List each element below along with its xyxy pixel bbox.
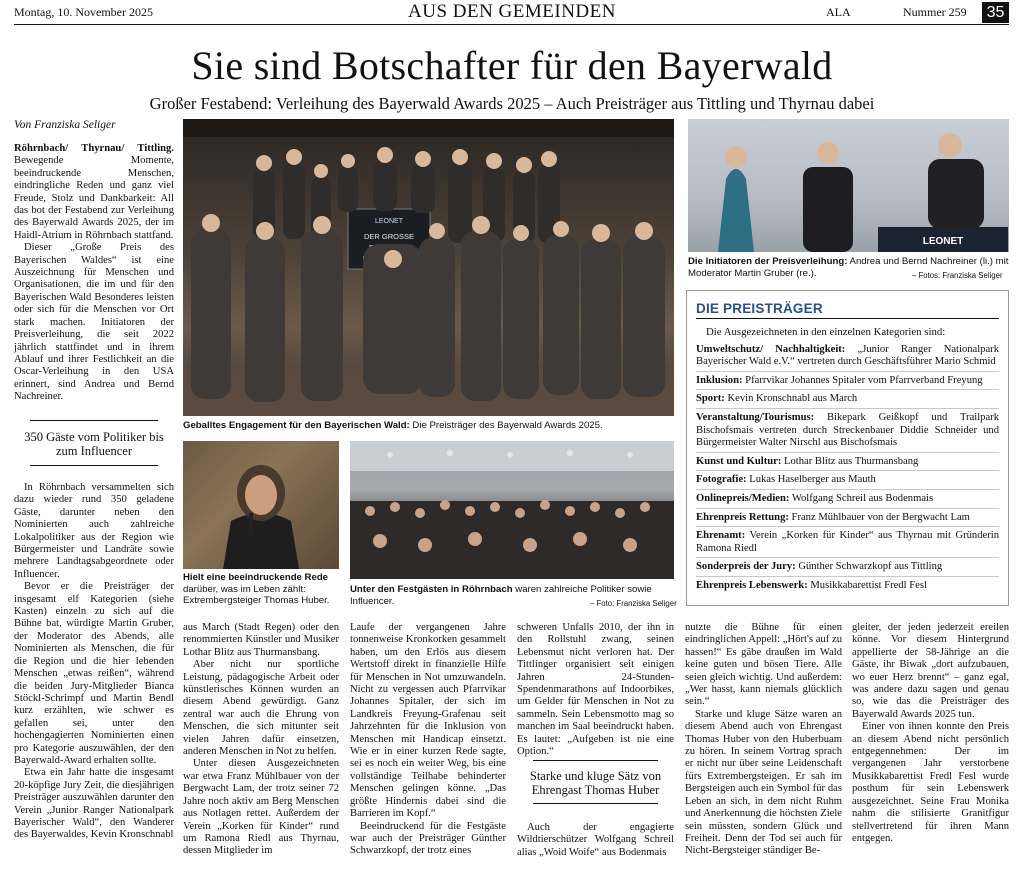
column-subhead: Starke und kluge Sätz von Ehrengast Thomas Huber — [517, 760, 674, 804]
header-rule — [14, 24, 1009, 25]
group-photo-caption: Geballtes Engagement für den Bayerischen Wald: Die Preisträger des Bayerwald Awards 2025. — [183, 420, 603, 431]
winner-item — [696, 490, 999, 509]
photo-credit: – Foto: Franziska Seliger — [590, 599, 677, 608]
text-column-2 — [183, 622, 339, 858]
paragraph: Aber nicht nur sportliche Leistung, pädagogische Arbeit oder künstlerisches Können wurden an diesem Abend gewürdigt. Ganz zentral war auch die Ehrung von Menschen, die sich mitunter seit vielen Jahren dafür einsetzen, anderen Menschen in Not zu helfen. — [183, 659, 339, 758]
award-category: Inklusion: — [696, 374, 743, 386]
paragraph: Unter diesen Ausgezeichneten war etwa Franz Mühlbauer von der Bergwacht Lam, der trotz seiner 72 Jahre noch aktiv am Berg Menschen aus Notlagen rettet. Außerdem der Verein „Korken für Kinder“ rund um Ramona Riedl aus Thyrnau, dessen Mitglieder im — [183, 758, 339, 857]
text-column-1b — [14, 482, 174, 842]
initiators-photo-caption: Die Initiatoren der Preisverleihung: Andrea und Bernd Nachreiner (li.) mit Moderator Martin Gruber (re.). — [688, 256, 1009, 279]
award-category: Sport: — [696, 393, 725, 405]
photo-credit: – Fotos: Franziska Seliger — [912, 271, 1003, 280]
speaker-photo-illustration — [183, 441, 339, 569]
article-subheadline: Großer Festabend: Verleihung des Bayerwald Awards 2025 – Auch Preisträger aus Tittling und Thyrnau dabei — [149, 94, 875, 113]
award-category: Umweltschutz/ Nachhaltigkeit: — [696, 343, 846, 355]
audience-photo-caption: Unter den Festgästen in Röhrnbach waren zahlreiche Politiker sowie Influencer. — [350, 584, 652, 607]
page-number: 35 — [982, 2, 1009, 23]
paragraph: Beeindruckend für die Festgäste war auch der Preisträger Günther Schwarzkopf, der trotz eines — [350, 820, 506, 857]
stage-logo: LEONET — [374, 218, 404, 225]
subhead-rule-bottom — [30, 465, 158, 466]
award-winner: „Junior Ranger Nationalpark Bayerischer Wald e.V.“ vertreten durch Geschäftsführer Mario Schmid — [696, 343, 1000, 368]
group-photo — [183, 119, 674, 416]
column-subhead: 350 Gäste vom Politiker bis zum Influencer — [14, 420, 174, 466]
award-category: Ehrenpreis Lebenswerk: — [696, 579, 808, 591]
award-winner: Bikepark Geißkopf und Trailpark Bischofsmais vertreten durch Streckenbauer Diddie Schneider und Bürgermeister Walter Nirschl aus Bischofsmais — [696, 411, 999, 449]
text-column-6 — [852, 622, 1009, 845]
award-category: Fotografie: — [696, 474, 747, 486]
award-category: Kunst und Kultur: — [696, 455, 782, 467]
initiators-photo-illustration — [688, 119, 1009, 252]
dateline: Röhrnbach/ Thyrnau/ Tittling. — [14, 143, 174, 154]
award-winner: Kevin Kronschnabl aus March — [724, 393, 858, 405]
award-winner: Verein „Korken für Kinder“ aus Thyrnau mit Gründerin Ramona Riedl — [696, 530, 999, 554]
award-category: Ehrenpreis Rettung: — [696, 511, 789, 523]
text-column-3 — [350, 622, 506, 858]
award-category: Ehrenamt: — [696, 530, 746, 542]
paragraph: In Röhrnbach versammelten sich dazu wieder rund 350 geladene Gäste, darunter neben den Nominierten auch zahlreiche Lokalpolitiker aus der Region wie Bürgermeister und Landräte sowie mehrere Landtagsabgeordnete oder Influencer. — [14, 482, 174, 580]
section-title: AUS DEN GEMEINDEN — [408, 1, 616, 22]
speaker-photo — [183, 441, 339, 569]
award-winners-box — [686, 290, 1009, 606]
paragraph: Laufe der vergangenen Jahre tonnenweise Kronkorken gesammelt haben, um den Erlös aus diesem Wertstoff direkt in finanzielle Hilfe für Menschen in Not umzuwandeln. Nicht zu vergessen auch Pfarrvikar Johannes Spitaler, der sich im Landkreis Freyung-Grafenau seit Jahrzehnten für die Inklusion von Menschen mit Handicap einsetzt. Wie er in einer kurzen Rede sagte, sei es noch ein weiter Weg, bis eine vollständige Teilhabe behinderter Menschen gelingen könne. „Das größte Hindernis dabei sind die Barrieren im Kopf.“ — [350, 622, 506, 820]
text-column-5 — [685, 622, 842, 858]
award-winner: Wolfgang Schreil aus Bodenmais — [789, 492, 934, 504]
box-title: DIE PREISTRÄGER — [696, 301, 823, 316]
paragraph: Auch der engagierte Wildtierschützer Wolfgang Schreil alias „Woid Woife“ aus Bodenmais — [517, 822, 674, 858]
award-winner: Musikkabarettist Fredl Fesl — [807, 579, 927, 591]
winner-item — [696, 577, 999, 595]
paragraph: gleiter, der jeden jederzeit ereilen könne. Vor diesem Hintergrund appellierte der 58-Jährige an die Gäste, ihr Biwak „dort aufzubauen, wo euer Herz brennt“ – ganz egal, was andere dazu sagen und genau so, wie das die Preisträger des Bayerwald Awards 2025 tun. — [852, 622, 1009, 720]
award-category: Sonderpreis der Jury: — [696, 561, 796, 573]
award-winner: Günther Schwarzkopf aus Tittling — [795, 561, 943, 573]
winner-item — [696, 409, 999, 453]
issue-date: Montag, 10. November 2025 — [14, 5, 153, 19]
audience-photo-illustration — [350, 441, 674, 579]
article-headline: Sie sind Botschafter für den Bayerwald — [191, 43, 833, 88]
group-photo-illustration — [183, 119, 674, 416]
publication-code: ALA — [826, 5, 851, 19]
paragraph: Einer von ihnen konnte den Preis an diesem Abend nicht persönlich entgegennehmen: Der im vergangenen Jahr verstorbene Musikkabarettist Fredl Fesl wurde posthum für sein Lebenswerk ausgezeichnet. Seine Frau Monika nahm die stilisierte Granitfigur stellvertretend für ihren Mann entgegen. — [852, 721, 1009, 844]
text-column-4b — [517, 822, 674, 859]
paragraph: Starke und kluge Sätze waren an diesem Abend auch von Ehrengast Thomas Huber von den Huberbuam zu hören. In seinem Vortrag sprach er nicht nur über seine Leidenschaft fürs Extrembergsteigen. Er sah im Bergsteigen auch ein Symbol für das Leben an sich, in dem nicht Ruhm und Anerkennung die höchsten Ziele sein müssten, sondern Glück und Freiheit. Denn der Tod sei auch für Nicht-Bergsteiger ständiger Be- — [685, 708, 842, 857]
award-category: Onlinepreis/Medien: — [696, 492, 790, 504]
box-title-rule — [696, 318, 999, 319]
initiators-photo — [688, 119, 1009, 252]
subhead-rule-bottom — [533, 803, 659, 804]
winner-item — [696, 527, 999, 558]
paragraph: Dieser „Große Preis des Bayerischen Waldes“ ist eine Auszeichnung für Menschen und Organisationen, die im und für den Bayerischen Wald Besonderes leisten oder sich für die Menschen vor Ort stark machen. Initiatoren der Preisverleihung, die seit 2022 jährlich stattfindet und in ihrem Ablauf und ihrer Festlichkeit an die Oscar-Verleihung in den USA erinnert, sind Andrea und Bernd Nachreiner. — [14, 242, 174, 403]
text-column-1 — [14, 143, 174, 404]
winner-item — [696, 558, 999, 577]
award-category: Veranstaltung/Tourismus: — [696, 411, 815, 423]
winner-item — [696, 509, 999, 528]
winner-item — [696, 341, 999, 372]
paragraph: schweren Unfalls 2010, der ihn in den Rollstuhl zwang, seinen Lebensmut nicht verloren hat. Der Tittlinger organisiert seit einigen Jahren 24-Stunden-Spendenmarathons auf Indoorbikes, um Gelder für Menschen in Not zu sammeln. Sein Lebensmotto mag so manchen im Saal beeindruckt haben. Es lautet: „Aufgeben ist nie eine Option.“ — [517, 622, 674, 758]
award-winner: Lukas Haselberger aus Mauth — [746, 474, 876, 486]
paragraph: nutzte die Bühne für einen eindringlichen Appell: „Hört's auf zu hassen!“ Es gäbe draußen im Wald keine guten und bösen Tiere. Alle seien gleich wichtig. Und außerdem: „Wer hasst, kann niemals glücklich sein.“ — [685, 622, 842, 708]
text-column-4 — [517, 622, 674, 758]
box-intro: Die Ausgezeichneten in den einzelnen Kategorien sind: — [706, 326, 946, 338]
winner-item — [696, 372, 999, 391]
winner-item — [696, 390, 999, 409]
award-winner: Lothar Blitz aus Thurmansbang — [781, 455, 919, 467]
audience-photo — [350, 441, 674, 579]
winner-item — [696, 453, 999, 472]
article-byline: Von Franziska Seliger — [14, 119, 116, 131]
paragraph: Etwa ein Jahr hatte die insgesamt 20-köpfige Jury Zeit, die diesjährigen Preisträger auszuwählen darunter den Verein „Junior Ranger Nationalpark Bayerischer Wald“, den Wanderer des Bayerwaldes, Kevin Kronschnabl — [14, 767, 174, 841]
paragraph: aus March (Stadt Regen) oder den renommierten Künstler und Musiker Lothar Blitz aus Thurmansbang. — [183, 622, 339, 658]
svg-text:DER GROSSE: DER GROSSE — [363, 232, 415, 241]
issue-number: Nummer 259 — [903, 5, 967, 19]
page-header — [0, 0, 1024, 26]
award-winner: Franz Mühlbauer von der Bergwacht Lam — [788, 511, 970, 523]
paragraph: Röhrnbach/ Thyrnau/ Tittling. Bewegende Momente, beeindruckende Menschen, eindringliche Reden und ganz viel Freude, Stolz und Dankbarkeit: All das bot der Festabend zur Verleihung des Bayerwald Awards 2025, der im Haidl-Atrium in Röhrnbach stattfand. — [14, 143, 174, 241]
podium-logo: LEONET — [922, 236, 964, 247]
award-winner: Pfarrvikar Johannes Spitaler vom Pfarrverband Freyung — [742, 374, 983, 386]
winners-list — [696, 341, 999, 595]
speaker-photo-caption: Hielt eine beeindruckende Rede darüber, was im Leben zählt: Extrembergsteiger Thomas Huber. — [183, 572, 330, 606]
winner-item — [696, 471, 999, 490]
paragraph: Bevor er die Preisträger der insgesamt elf Kategorien (siehe Kasten) einzeln zu sich auf die Bühne bat, würdigte Martin Gruber, der Moderator des Abends, alle Nominierten als Menschen, die für die Region und die hier lebenden Menschen „etwas reißen“, während die beiden Jury-Mitglieder Bianca Stöckl-Schrimpf und Martin Bendl kurz erzählten, wie schwer es gefallen sei, unter den hochengagierten Nominierten einen pro Kategorie auszuwählen, der den Bayerwald-Award erhalten sollte. — [14, 581, 174, 766]
